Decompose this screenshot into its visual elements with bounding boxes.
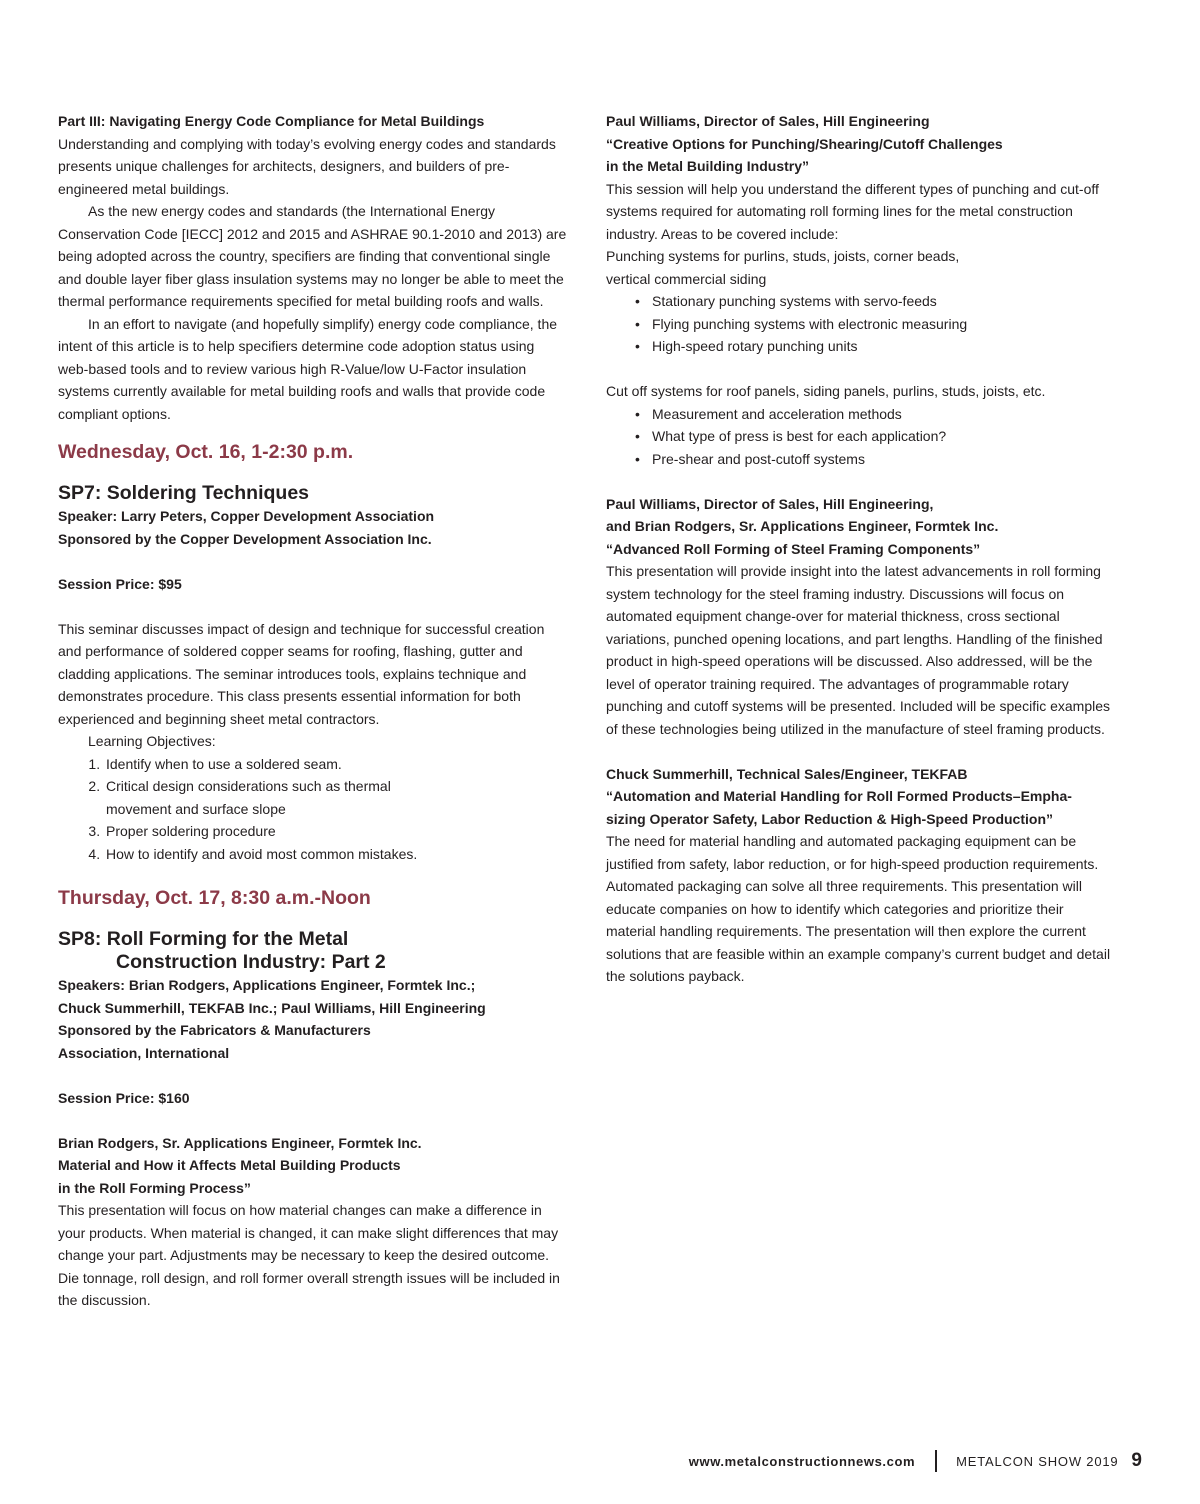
sp7-objectives-label: Learning Objectives: — [88, 733, 216, 749]
talk3-description: This presentation will provide insight into the latest advancements in roll forming system technology for the steel framing industry. Discussions will focus on automated equipment change-over for material thickness, cross sectional variations, punched opening locations, and part lengths. Handling of the finished product in high-speed operations will be discussed. Also addressed, will be the level of operator training required. The advantages of programmable rotary punching and cutoff systems will be presented. Included will be specific examples of these technologies being utilized in the manufacture of steel framing products. — [606, 563, 1111, 737]
punching-bullet-list — [606, 290, 1116, 358]
talk1-title-line-2: in the Roll Forming Process” — [58, 1179, 251, 1196]
footer-url[interactable]: www.metalconstructionnews.com — [688, 1453, 916, 1469]
sp8-speakers-line-2: Chuck Summerhill, TEKFAB Inc.; Paul Williams, Hill Engineering — [58, 999, 486, 1016]
sp8-sponsor-line-2: Association, International — [58, 1044, 230, 1061]
sp7-price: Session Price: $95 — [58, 575, 182, 592]
talk2-punching-line-2: vertical commercial siding — [606, 270, 767, 287]
sp7-title: SP7: Soldering Techniques — [58, 482, 310, 504]
talk2-punching-line-1: Punching systems for purlins, studs, joists, corner beads, — [606, 248, 960, 264]
sp7-speaker: Speaker: Larry Peters, Copper Development Association — [58, 508, 435, 524]
talk4-title-line-1: “Automation and Material Handling for Roll Formed Products–Empha- — [606, 788, 1072, 804]
thursday-heading: Thursday, Oct. 17, 8:30 a.m.-Noon — [58, 887, 371, 909]
wednesday-heading: Wednesday, Oct. 16, 1-2:30 p.m. — [58, 441, 354, 463]
list-item: • Pre-shear and post-cutoff systems — [652, 448, 1116, 471]
sp8-speakers-line-1: Speakers: Brian Rodgers, Applications Engineer, Formtek Inc.; — [58, 977, 476, 993]
talk2-title-line-1: “Creative Options for Punching/Shearing/Cutoff Challenges — [606, 135, 1003, 152]
sp8-sponsor-line-1: Sponsored by the Fabricators & Manufacturers — [58, 1022, 371, 1038]
list-item: 4. How to identify and avoid most common mistakes. — [104, 843, 568, 866]
list-item: 1. Identify when to use a soldered seam. — [104, 753, 568, 776]
list-item: 2. Critical design considerations such as thermal movement and surface slope — [104, 775, 568, 820]
list-item: • High-speed rotary punching units — [652, 335, 1116, 358]
part3-paragraph-2: As the new energy codes and standards (the International Energy Conservation Code [IECC] 2012 and 2015 and ASHRAE 90.1-2010 and 2013) are being adopted across the country, specifiers are finding that conventional single and double layer fiber glass insulation systems may no longer be able to meet the thermal performance requirements specified for metal building roofs and walls. — [58, 203, 567, 309]
talk4-speaker: Chuck Summerhill, Technical Sales/Engineer, TEKFAB — [606, 765, 968, 782]
talk3-speaker-line-2: and Brian Rodgers, Sr. Applications Engineer, Formtek Inc. — [606, 518, 999, 534]
sp8-title-line-2: Construction Industry: Part 2 — [116, 951, 386, 973]
talk2-description: This session will help you understand the different types of punching and cut-off systems required for automating roll forming lines for the metal construction industry. Areas to be covered include: — [606, 180, 1099, 242]
right-column — [606, 110, 1116, 988]
talk1-title-line-1: Material and How it Affects Metal Building Products — [58, 1157, 401, 1173]
page-number: 9 — [1131, 1450, 1142, 1471]
talk2-cutoff-line: Cut off systems for roof panels, siding panels, purlins, studs, joists, etc. — [606, 383, 1046, 399]
sp7-description: This seminar discusses impact of design and technique for successful creation and performance of soldered copper seams for roofing, flashing, gutter and cladding applications. The seminar introduces tools, explains technique and demonstrates procedure. This class presents essential information for both experienced and beginning sheet metal contractors. — [58, 620, 545, 727]
list-item: • Measurement and acceleration methods — [652, 403, 1116, 426]
talk1-description: This presentation will focus on how material changes can make a difference in your products. When material is changed, it can make slight differences that may change your part. Adjustments may be necessary to keep the desired outcome. Die tonnage, roll design, and roll former overall strength issues will be included in the discussion. — [58, 1202, 560, 1308]
list-item: • Stationary punching systems with servo-feeds — [652, 290, 1116, 313]
talk2-title-line-2: in the Metal Building Industry” — [606, 158, 809, 174]
part3-heading: Part III: Navigating Energy Code Compliance for Metal Buildings — [58, 113, 485, 129]
footer-divider — [935, 1450, 937, 1472]
sp7-sponsor: Sponsored by the Copper Development Association Inc. — [58, 530, 432, 547]
list-item: 3. Proper soldering procedure — [104, 820, 568, 843]
sp7-objectives-list — [58, 753, 568, 866]
part3-paragraph-1: Understanding and complying with today’s evolving energy codes and standards presents unique challenges for architects, designers, and builders of pre-engineered metal buildings. — [58, 135, 556, 197]
talk4-description: The need for material handling and automated packaging equipment can be justified from safety, labor reduction, or for high-speed production requirements. Automated packaging can solve all three requirements. This presentation will educate companies on how to identify which categories and prioritize their material handling requirements. The presentation will then explore the current solutions that are feasible within an example company’s current budget and detail the solutions payback. — [606, 833, 1111, 984]
talk1-speaker: Brian Rodgers, Sr. Applications Engineer, Formtek Inc. — [58, 1134, 422, 1151]
talk2-speaker: Paul Williams, Director of Sales, Hill Engineering — [606, 113, 930, 129]
part3-paragraph-3: In an effort to navigate (and hopefully simplify) energy code compliance, the intent of this article is to help specifiers determine code adoption status using web-based tools and to review various high R-Value/low U-Factor insulation systems currently available for metal building roofs and walls that provide code compliant options. — [58, 315, 558, 422]
left-column — [58, 110, 568, 1312]
talk3-speaker-line-1: Paul Williams, Director of Sales, Hill Engineering, — [606, 495, 934, 512]
page-footer — [0, 1448, 1142, 1474]
sp8-title — [58, 928, 568, 974]
list-item: • What type of press is best for each application? — [652, 425, 1116, 448]
talk3-title: “Advanced Roll Forming of Steel Framing Components” — [606, 540, 981, 557]
sp8-price: Session Price: $160 — [58, 1089, 190, 1106]
sp8-title-line-1: SP8: Roll Forming for the Metal — [58, 928, 349, 950]
list-item: • Flying punching systems with electronic measuring — [652, 313, 1116, 336]
footer-show-name: METALCON SHOW 2019 — [956, 1453, 1119, 1469]
talk4-title-line-2: sizing Operator Safety, Labor Reduction & High-Speed Production” — [606, 810, 1053, 827]
cutoff-bullet-list — [606, 403, 1116, 471]
